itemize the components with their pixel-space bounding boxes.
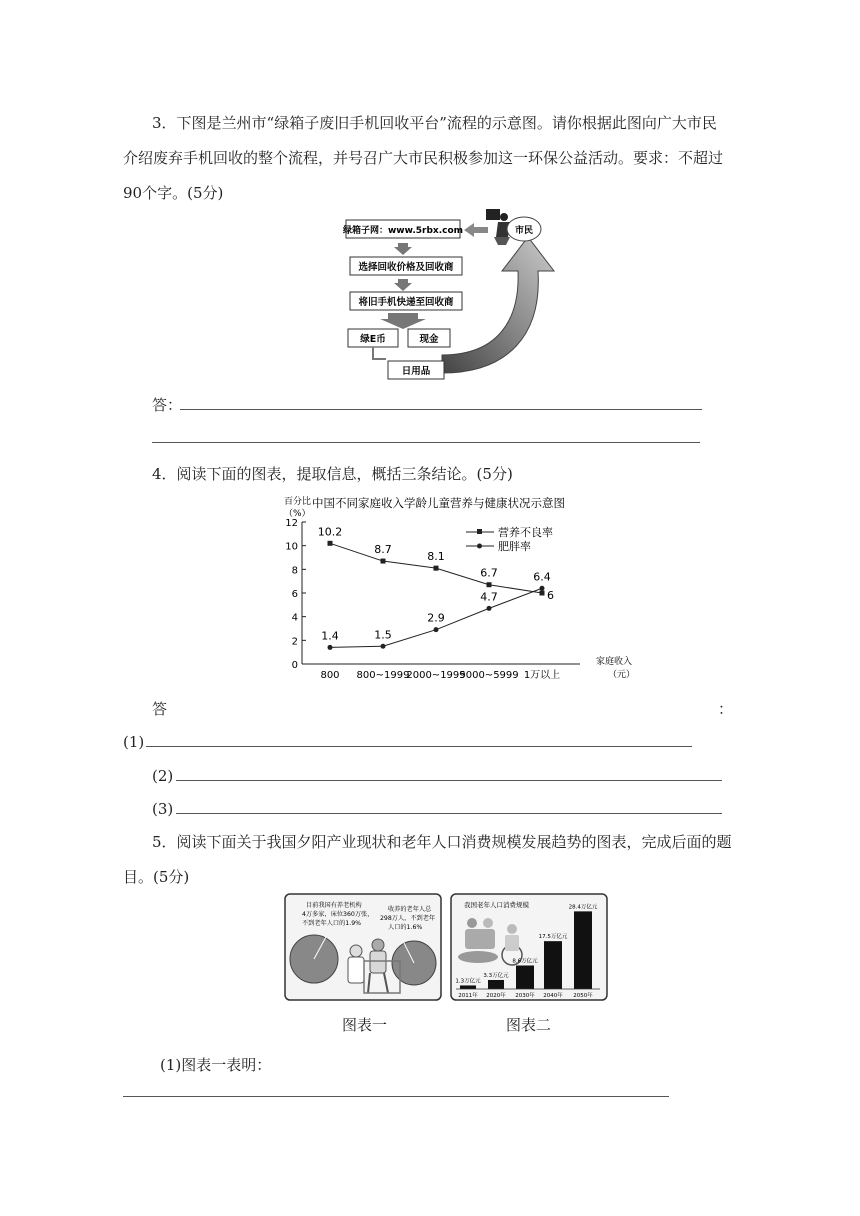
flow-down-arrow-1-icon	[394, 243, 412, 255]
fig1-text-a2: 4万多家，床位360万张，	[302, 911, 374, 918]
flow-split-arrow-icon	[380, 313, 426, 329]
q5-sub1-label: (1)图表一表明：	[160, 1056, 272, 1074]
chart-data-label: 8.7	[374, 543, 392, 557]
q4-blank-3-line[interactable]	[176, 813, 722, 814]
fig2-year-label: 2040年	[543, 993, 563, 999]
fig2-bar-label: 8.6万亿元	[512, 958, 538, 965]
fig2-bar-label: 28.4万亿元	[568, 904, 598, 911]
fig2-year-label: 2020年	[486, 993, 506, 999]
chart-data-label: 6	[547, 589, 554, 602]
flow-box-option-b-label: 现金	[419, 334, 439, 345]
chart-point-obesity	[540, 586, 545, 591]
flow-box-site-label: 绿箱子网：www.5rbx.com	[342, 226, 464, 236]
chart-data-label: 4.7	[480, 590, 498, 604]
flow-box-option-a-label: 绿E币	[360, 334, 386, 345]
flow-box-step2-label: 选择回收价格及回收商	[358, 262, 454, 273]
chart-xlabel-1: 家庭收入	[596, 657, 633, 667]
q5-text-line2: 目。(5分)	[123, 868, 190, 886]
fig1-text-b3: 人口的1.6%	[388, 924, 423, 931]
fig2-year-label: 2011年	[458, 993, 478, 999]
chart-point-undernutrition	[487, 582, 492, 587]
fig2-year-label: 2050年	[573, 993, 593, 999]
chart-x-tick-label: 800	[320, 670, 340, 681]
fig2-title: 我国老年人口消费规模	[464, 901, 529, 909]
figure-2-caption: 图表二	[506, 1016, 552, 1034]
legend-label-obesity: 肥胖率	[498, 540, 531, 553]
q5-sub1-answer-line[interactable]	[123, 1096, 669, 1097]
chart-ylabel-2: （%）	[284, 509, 311, 519]
fig2-bar	[488, 980, 504, 989]
q4-answer-colon: ：	[718, 700, 734, 718]
figure-1-elderly-care	[284, 893, 442, 1001]
chart-point-undernutrition	[381, 559, 386, 564]
chart-y-tick-label: 0	[291, 660, 298, 671]
fig1-text-a1: 目前我国有养老机构	[306, 902, 362, 909]
q3-answer-line-1[interactable]	[180, 409, 702, 410]
chart-y-tick-label: 6	[291, 589, 298, 600]
chart-point-obesity	[434, 627, 439, 632]
chart-y-tick-label: 10	[285, 541, 298, 553]
chart-data-label: 1.4	[321, 629, 339, 643]
q3-answer-label: 答：	[152, 396, 183, 414]
chart-point-undernutrition	[434, 566, 439, 571]
chart-point-obesity	[487, 606, 492, 611]
flow-down-arrow-2-icon	[394, 279, 412, 291]
q3-answer-line-2[interactable]	[152, 442, 700, 443]
fig1-text-a3: 不到老年人口的1.9%	[302, 920, 362, 927]
fig1-text-b1: 收养的老年人总	[388, 906, 432, 913]
chart-point-undernutrition	[540, 591, 545, 596]
q3-text-line1: 3．下图是兰州市“绿箱子废旧手机回收平台”流程的示意图。请你根据此图向广大市民	[152, 114, 717, 132]
chart-x-tick-label: 800~1999	[356, 670, 410, 681]
fig2-bar-label: 17.5万亿元	[538, 934, 568, 941]
fig2-bar	[574, 911, 592, 989]
computer-user-icon	[486, 209, 510, 245]
chart-data-label: 6.4	[533, 570, 551, 584]
fig2-bar-label: 3.3万亿元	[483, 972, 509, 979]
chart-ylabel-1: 百分比	[284, 497, 312, 507]
fig2-bar	[544, 941, 562, 989]
chart-point-obesity	[328, 645, 333, 650]
recycling-flow-diagram	[338, 205, 564, 385]
q4-answer-label: 答	[152, 700, 168, 718]
fig2-bar-label: 1.3万亿元	[455, 978, 481, 985]
chart-x-tick-label: 5000~5999	[459, 670, 519, 681]
chart-data-label: 1.5	[374, 628, 392, 642]
chart-x-tick-label: 1万以上	[523, 670, 561, 681]
figure-1-caption: 图表一	[342, 1016, 388, 1034]
chart-x-tick-label: 2000~1999	[406, 670, 466, 681]
flow-connector	[373, 347, 386, 359]
fig2-year-label: 2030年	[515, 993, 535, 999]
legend-marker-undernutrition	[477, 529, 482, 534]
q3-text-line2: 介绍废弃手机回收的整个流程，并号召广大市民积极参加这一环保公益活动。要求：不超过	[123, 149, 724, 167]
q4-blank-1-line[interactable]	[146, 746, 692, 747]
chart-y-tick-label: 8	[291, 565, 298, 577]
chart-data-label: 10.2	[317, 525, 343, 539]
figure-2-consumption-bar-chart	[450, 893, 608, 1001]
chart-point-undernutrition	[328, 541, 333, 546]
q4-blank-3-label: (3)	[152, 800, 174, 818]
legend-label-undernutrition: 营养不良率	[498, 526, 553, 539]
q4-prompt: 4．阅读下面的图表，提取信息，概括三条结论。(5分)	[152, 465, 513, 483]
chart-data-label: 2.9	[427, 611, 445, 625]
fig2-bar	[516, 965, 534, 989]
flow-left-arrow-icon	[464, 223, 488, 237]
legend-marker-obesity	[477, 544, 482, 549]
chart-y-tick-label: 12	[285, 518, 298, 529]
flow-box-step3-label: 将旧手机快递至回收商	[358, 297, 454, 308]
flow-box-result-label: 日用品	[401, 366, 431, 377]
nutrition-line-chart	[280, 492, 642, 684]
chart-title: 中国不同家庭收入学龄儿童营养与健康状况示意图	[312, 496, 565, 510]
fig1-text-b2: 298万人，不到老年	[380, 915, 436, 922]
chart-xlabel-2: （元）	[608, 670, 636, 680]
chart-point-obesity	[381, 644, 386, 649]
citizen-label: 市民	[514, 226, 534, 236]
chart-data-label: 6.7	[480, 566, 498, 580]
q4-blank-2-line[interactable]	[176, 780, 722, 781]
q3-text-line3: 90个字。(5分)	[123, 184, 224, 202]
q4-blank-2-label: (2)	[152, 767, 174, 785]
chart-y-tick-label: 2	[291, 636, 298, 648]
q4-blank-1-label: (1)	[123, 733, 145, 751]
chart-y-tick-label: 4	[291, 612, 298, 624]
chart-data-label: 8.1	[427, 550, 445, 564]
fig2-bar	[460, 985, 476, 989]
q5-text-line1: 5．阅读下面关于我国夕阳产业现状和老年人口消费规模发展趋势的图表，完成后面的题	[152, 833, 732, 851]
